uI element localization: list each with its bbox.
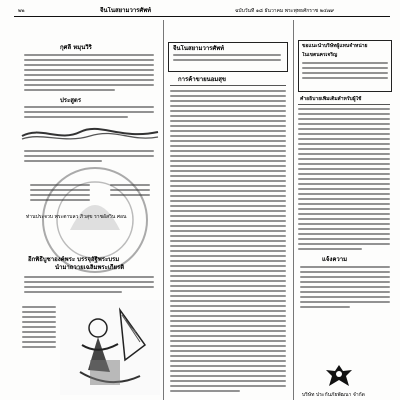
right-body-text: [298, 108, 390, 253]
right-title-rule: [298, 104, 390, 105]
agent-box-title-1: ขอแนะนำบริษัทผู้แทนจำหน่าย: [302, 43, 368, 49]
footer-caption: บริษัท ประกันภัยพัฒนา จำกัด: [302, 392, 365, 398]
column-divider-left: [163, 20, 164, 400]
masthead-box: [168, 42, 288, 72]
middle-title-rule: [170, 85, 286, 86]
agent-box-title-2: ในเขตนครเจริญ: [302, 52, 338, 58]
illustration-figure: [60, 300, 160, 395]
left-body-text-2: [24, 106, 154, 121]
header-rule: [14, 16, 390, 17]
masthead-title: จีนโนสยามวารศัพท์: [173, 45, 225, 52]
page-number: ๒๒: [18, 8, 25, 14]
notice-body-text: [300, 266, 390, 311]
left-article-title-1: อีกพิธีบูชาองค์พระ บรรจุอัฐิพระบรม: [28, 256, 120, 263]
column-divider-right: [293, 20, 294, 400]
left-body-text-1: [24, 54, 154, 94]
paper-name: จีนโนสยามวารศัพท์: [100, 7, 152, 14]
agent-box: [298, 40, 392, 92]
left-subhead: ประสูตร: [60, 97, 82, 104]
right-article-title: คำอธิบายเพิ่มเติมสำหรับผู้ใช้: [300, 96, 362, 102]
caption-left-lines: [30, 184, 90, 204]
left-body-text-4: [24, 276, 154, 296]
caption-right-lines: [110, 184, 150, 199]
date-line: ฉบับวันที่ ๑๘ ธันวาคม พระพุทธศักราช ๒๔๗๙: [235, 8, 335, 14]
decorative-banner: [20, 124, 160, 144]
left-caption: ท่านประจวบ พระตาบลว ภิวสุข ราชอัสวิน ศอน: [26, 214, 127, 220]
notice-title: แจ้งความ: [322, 256, 348, 263]
illustration-side-text: [22, 306, 56, 351]
left-article-title-2: นำมาถวายเฉลิมพระเกียรติ: [55, 264, 125, 271]
left-section-title: กุศลี หมุนวิริ: [60, 44, 92, 51]
middle-section-title: การค้าขายนอมสุข: [178, 76, 227, 83]
garuda-emblem: [324, 362, 354, 390]
middle-body-text: [170, 90, 286, 395]
